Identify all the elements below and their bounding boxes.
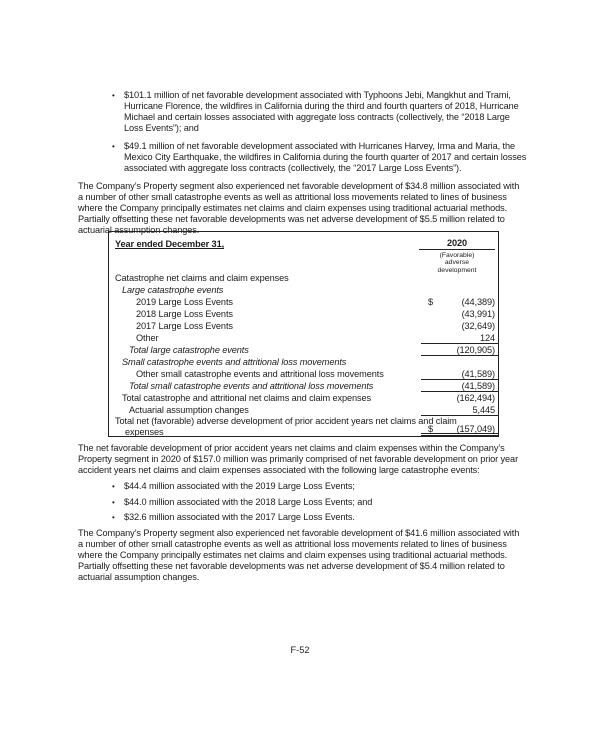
amount: (162,494) — [456, 393, 495, 403]
table-row — [109, 284, 498, 296]
bullet-item — [78, 141, 527, 174]
table-row-label: Large catastrophe events — [122, 285, 224, 295]
top-text-block — [78, 90, 527, 236]
table-header-subheader-text: (Favorable) adverse development — [437, 252, 477, 274]
table-cell-value — [421, 392, 498, 404]
bullet-item — [78, 90, 524, 134]
table-row-label: Small catastrophe events and attritional loss movements — [122, 357, 347, 367]
bullet-item — [78, 512, 524, 523]
bullet-text: $44.4 million associated with the 2019 Large Loss Events; — [124, 481, 355, 491]
bullet-icon: • — [112, 513, 115, 522]
table-cell-value — [421, 423, 498, 436]
amount: (41,589) — [461, 381, 495, 391]
paragraph-favorable-41-6: The Company’s Property segment also experienced net favorable development of $41.6 million associated with a number of other small catastrophe events as well as attritional loss movements related to lines of business where the Company principally estimates net claims and claim expenses using traditional actuarial methods. Partially offsetting these net favorable developments was net adverse development of $5.4 million related to actuarial assumption changes. — [78, 527, 520, 582]
table-row — [109, 368, 498, 380]
paragraph-favorable-157-0: The net favorable development of prior accident years net claims and claim expenses within the Company’s Property segment in 2020 of $157.0 million was primarily comprised of net favorable development on prior year accident years net claims and claim expenses associated with the following large catastrophe events: — [78, 443, 519, 475]
table-row — [109, 356, 498, 368]
amount: 5,445 — [472, 405, 495, 415]
table-row-label: 2017 Large Loss Events — [136, 321, 233, 331]
table-row-label: Other — [136, 333, 159, 343]
dollar-sign: $ — [428, 297, 434, 307]
table-cell-value — [421, 296, 498, 308]
table-row-label: Total catastrophe and attritional net claims and claim expenses — [122, 393, 372, 403]
table-row-label: Actuarial assumption changes — [129, 405, 249, 415]
table-cell-value — [421, 320, 498, 332]
table-header-label: Year ended December 31, — [115, 239, 225, 249]
amount: (157,049) — [456, 424, 495, 434]
amount: 124 — [479, 333, 495, 343]
table-row-label: 2019 Large Loss Events — [136, 297, 233, 307]
table-cell-value — [421, 380, 498, 392]
bullet-text: $32.6 million associated with the 2017 Large Loss Events. — [124, 512, 355, 522]
table-row-label: Total large catastrophe events — [129, 345, 249, 355]
table-row — [109, 392, 498, 404]
bullet-text: $49.1 million of net favorable development associated with Hurricanes Harvey, Irma and Maria, the Mexico City Earthquake, the wildfires in California during the fourth quarter of 2017 and certain losses associated with aggregate loss contracts (collectively, the “2017 Large Loss Events”). — [124, 141, 527, 173]
bullet-text: $44.0 million associated with the 2018 Large Loss Events; and — [124, 496, 373, 507]
table-row — [109, 296, 498, 308]
paragraph-favorable-34-8: The Company’s Property segment also experienced net favorable development of $34.8 million associated with a number of other small catastrophe events as well as attritional loss movements related to lines of business where the Company principally estimates net claims and claim expenses using traditional actuarial methods. Partially offsetting these net favorable developments was net adverse development of $5.5 million related to actuarial assumption changes. — [78, 181, 520, 235]
table-cell-value — [421, 308, 498, 320]
table-row-label: 2018 Large Loss Events — [136, 309, 233, 319]
table-cell-value — [421, 332, 498, 344]
table-cell-value — [421, 404, 498, 416]
amount: (43,991) — [461, 309, 495, 319]
table-header-year: 2020 — [419, 237, 495, 250]
bullet-icon: • — [112, 497, 115, 507]
amount: (32,649) — [461, 321, 495, 331]
bullet-list — [78, 481, 524, 523]
table-cell-value — [421, 344, 498, 356]
table-rows — [109, 272, 498, 437]
dollar-sign: $ — [428, 424, 434, 434]
table-row-label: Total small catastrophe events and attritional loss movements — [129, 381, 374, 391]
table-row — [109, 380, 498, 392]
bullet-text: $101.1 million of net favorable development associated with Typhoons Jebi, Mangkhut and Trami, Hurricane Florence, the wildfires in California during the third and fourth quarters of 2018, Hurricane Michael and certain losses associated with aggregate loss contracts (collectively, the “2018 Large Loss Events”); and — [124, 90, 519, 133]
amount: (41,589) — [461, 369, 495, 379]
table-row-label: Total net (favorable) adverse development of prior accident years net claims and claim expenses — [115, 416, 457, 437]
table-row-label: Other small catastrophe events and attritional loss movements — [136, 369, 384, 379]
amount: (120,905) — [456, 345, 495, 355]
table-row-label: Catastrophe net claims and claim expenses — [115, 273, 289, 283]
table-row — [109, 272, 498, 284]
table-row — [109, 308, 498, 320]
amount: (44,389) — [461, 297, 495, 307]
bottom-text-block — [78, 443, 524, 583]
bullet-item — [78, 481, 524, 492]
table-row-total — [109, 416, 498, 437]
table-cell-value — [421, 368, 498, 380]
table-header-subheader — [419, 252, 495, 274]
bullet-icon: • — [112, 482, 115, 491]
table-row — [109, 332, 498, 344]
table-row — [109, 404, 498, 416]
page-number: F-52 — [290, 645, 310, 655]
table-row — [109, 320, 498, 332]
bullet-icon: • — [112, 142, 115, 151]
bullet-item — [78, 497, 524, 508]
bullet-icon: • — [112, 91, 115, 100]
development-table — [108, 231, 499, 437]
table-row — [109, 344, 498, 356]
